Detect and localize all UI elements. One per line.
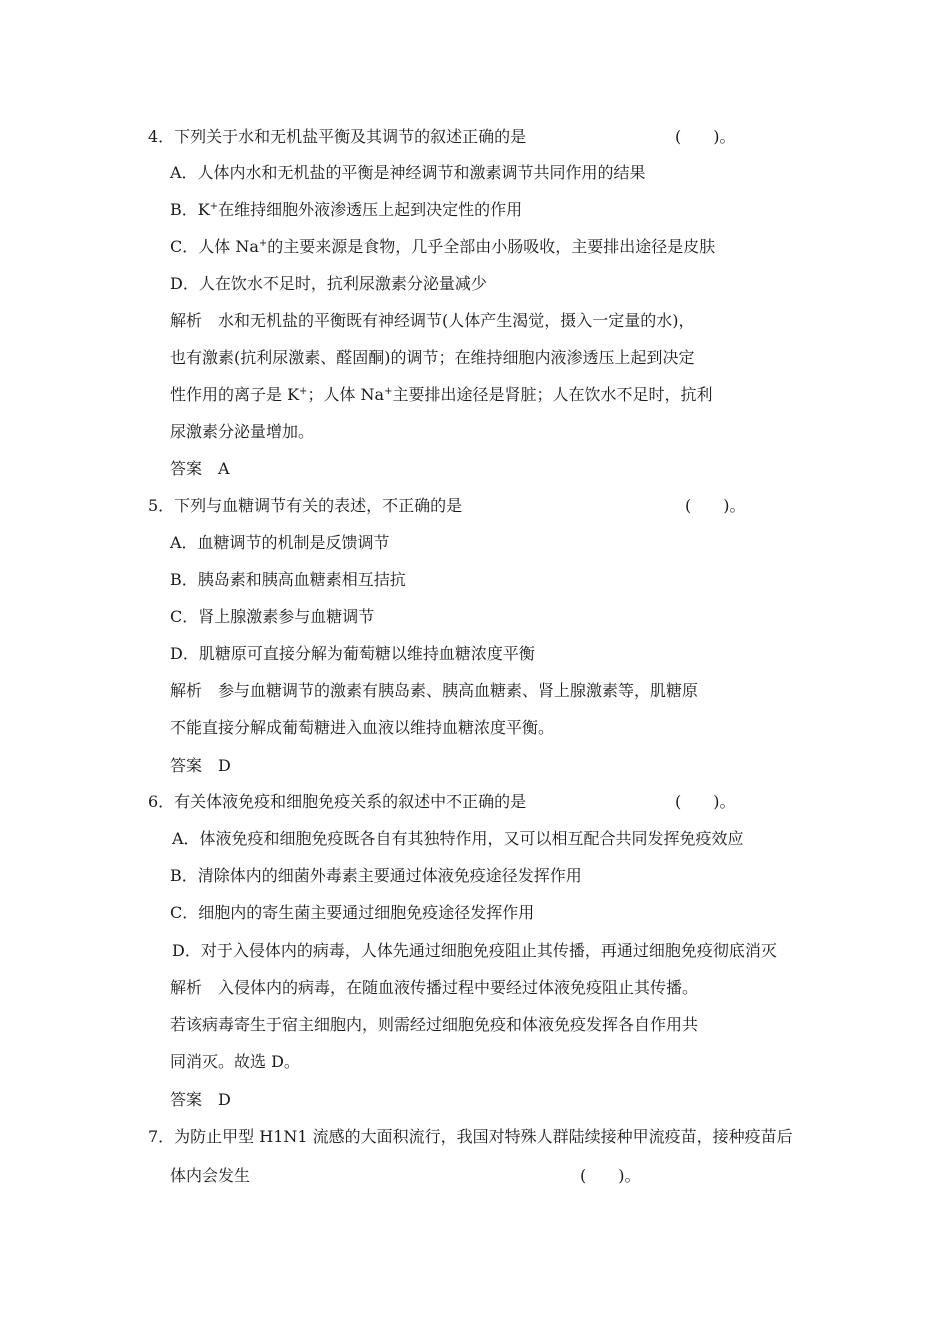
q5-analysis-line-2: 不能直接分解成葡萄糖进入血液以维持血糖浓度平衡。 xyxy=(170,718,555,737)
q4-analysis-text-a: 性作用的离子是 K xyxy=(170,385,300,404)
q6-option-b: B．清除体内的细菌外毒素主要通过体液免疫途径发挥作用 xyxy=(170,866,582,885)
q4-stem: 4．下列关于水和无机盐平衡及其调节的叙述正确的是 xyxy=(148,127,527,146)
q4-analysis-line-4: 尿激素分泌量增加。 xyxy=(170,422,315,441)
q6-stem: 6．有关体液免疫和细胞免疫关系的叙述中不正确的是 xyxy=(148,792,527,811)
q4-option-c-text-rest: 的主要来源是食物，几乎全部由小肠吸收，主要排出途径是皮肤 xyxy=(267,237,716,256)
q4-analysis-line-1: 解析 水和无机盐的平衡既有神经调节(人体产生渴觉，摄入一定量的水)， xyxy=(170,311,695,330)
q4-option-c-text: C．人体 Na xyxy=(170,237,259,256)
q6-answer-paren: ( )。 xyxy=(675,792,736,811)
q4-answer-paren: ( )。 xyxy=(675,127,736,146)
q4-analysis-line-3 xyxy=(170,385,712,405)
q6-analysis-line-2: 若该病毒寄生于宿主细胞内，则需经过细胞免疫和体液免疫发挥各自作用共 xyxy=(170,1015,699,1034)
q5-stem: 5．下列与血糖调节有关的表述，不正确的是 xyxy=(148,496,463,515)
q5-option-d: D．肌糖原可直接分解为葡萄糖以维持血糖浓度平衡 xyxy=(170,644,535,663)
q6-option-c: C．细胞内的寄生菌主要通过细胞免疫途径发挥作用 xyxy=(170,903,535,922)
q5-option-b: B．胰岛素和胰高血糖素相互拮抗 xyxy=(170,570,406,589)
q4-analysis-text-c: 主要排出途径是肾脏；人在饮水不足时，抗利 xyxy=(392,385,713,404)
q4-analysis-text-b: ；人体 Na xyxy=(307,385,385,404)
q5-option-a: A．血糖调节的机制是反馈调节 xyxy=(170,533,390,552)
q4-option-d: D．人在饮水不足时，抗利尿激素分泌量减少 xyxy=(170,274,487,293)
q5-analysis-line-1: 解析 参与血糖调节的激素有胰岛素、胰高血糖素、肾上腺激素等，肌糖原 xyxy=(170,681,699,700)
q6-answer: 答案 D xyxy=(170,1090,231,1109)
q4-option-c xyxy=(170,237,715,257)
q6-option-a: A．体液免疫和细胞免疫既各自有其独特作用，又可以相互配合共同发挥免疫效应 xyxy=(172,829,744,848)
q6-analysis-line-1: 解析 入侵体内的病毒，在随血液传播过程中要经过体液免疫阻止其传播。 xyxy=(170,978,699,997)
q4-option-b xyxy=(170,200,522,220)
q6-option-d: D．对于入侵体内的病毒，人体先通过细胞免疫阻止其传播，再通过细胞免疫彻底消灭 xyxy=(172,941,777,960)
superscript-plus: + xyxy=(384,386,393,397)
q4-answer: 答案 A xyxy=(170,459,230,478)
q7-stem-line-1: 7．为防止甲型 H1N1 流感的大面积流行，我国对特殊人群陆续接种甲流疫苗，接种疫苗后 xyxy=(148,1127,793,1146)
superscript-plus: + xyxy=(258,238,268,249)
superscript-plus: + xyxy=(299,386,308,397)
superscript-plus: + xyxy=(209,201,219,212)
q7-answer-paren: ( )。 xyxy=(580,1166,641,1185)
q4-option-b-text-rest: 在维持细胞外液渗透压上起到决定性的作用 xyxy=(218,200,523,219)
q4-analysis-line-2: 也有激素(抗利尿激素、醛固酮)的调节；在维持细胞内液渗透压上起到决定 xyxy=(170,348,695,367)
q5-answer-paren: ( )。 xyxy=(685,496,746,515)
q6-analysis-line-3: 同消灭。故选 D。 xyxy=(170,1052,300,1071)
q4-option-a: A．人体内水和无机盐的平衡是神经调节和激素调节共同作用的结果 xyxy=(170,163,646,182)
q5-answer: 答案 D xyxy=(170,756,231,775)
q7-stem-line-2: 体内会发生 xyxy=(170,1166,251,1185)
q5-option-c: C．肾上腺激素参与血糖调节 xyxy=(170,607,375,626)
q4-option-b-text: B．K xyxy=(170,200,210,219)
